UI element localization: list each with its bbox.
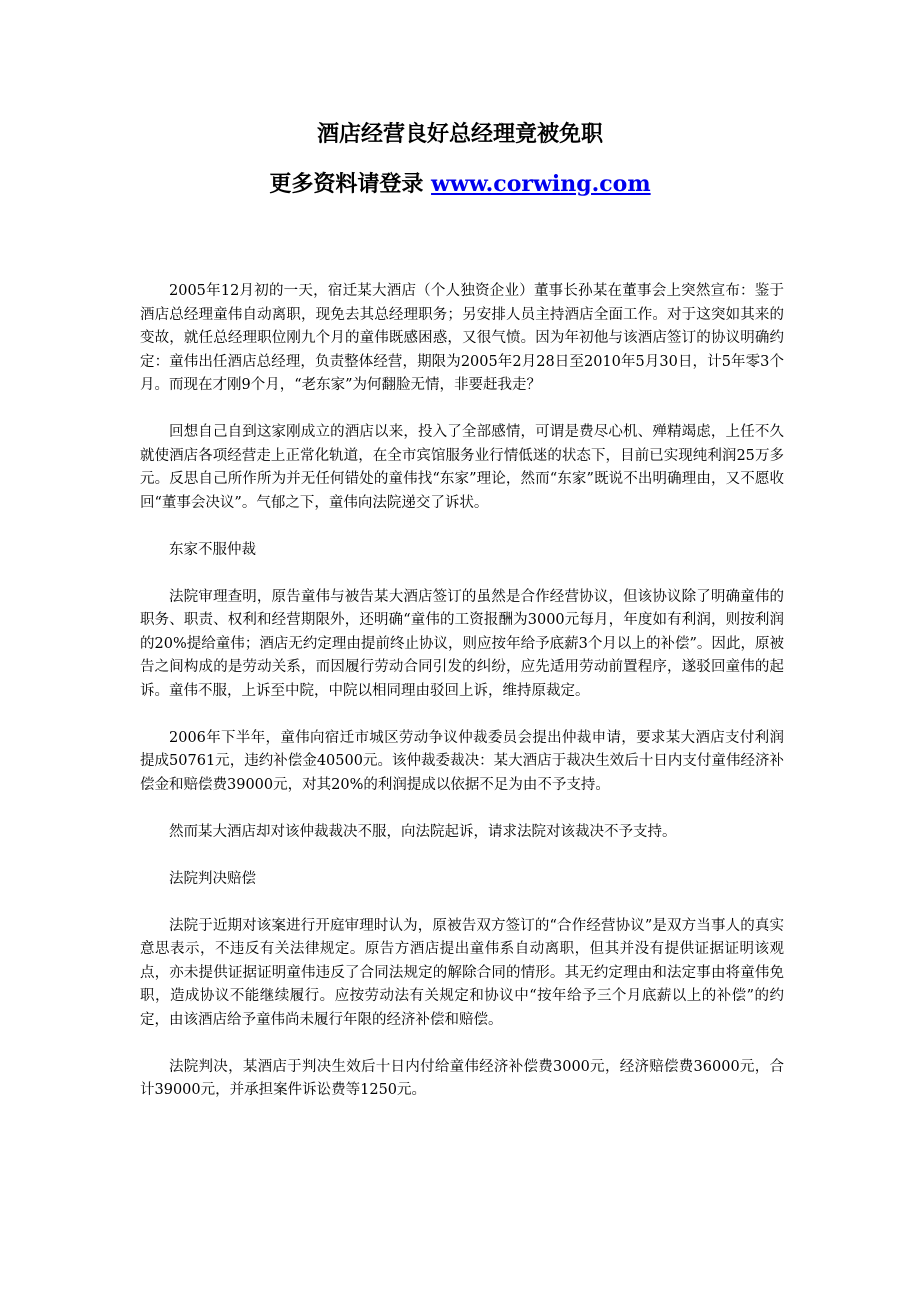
website-link[interactable]: www.corwing.com	[431, 171, 651, 197]
paragraph-3: 法院审理查明，原告童伟与被告某大酒店签订的虽然是合作经营协议，但该协议除了明确童伟的职务、职责、权利和经营期限外，还明确“童伟的工资报酬为3000元每月，年度如有利润，则按利润的20%提给童伟；酒店无约定理由提前终止协议，则应按年给予底薪3个月以上的补偿”。因此，原被告之间构成的是劳动关系，而因履行劳动合同引发的纠纷，应先适用劳动前置程序，遂驳回童伟的起诉。童伟不服，上诉至中院，中院以相同理由驳回上诉，维持原裁定。	[140, 588, 784, 699]
paragraph-6: 法院于近期对该案进行开庭审理时认为，原被告双方签订的“合作经营协议”是双方当事人的真实意思表示，不违反有关法律规定。原告方酒店提出童伟系自动离职，但其并没有提供证据证明该观点，亦未提供证据证明童伟违反了合同法规定的解除合同的情形。其无约定理由和法定事由将童伟免职，造成协议不能继续履行。应按劳动法有关规定和协议中“按年给予三个月底薪以上的补偿”的约定，由该酒店给予童伟尚未履行年限的经济补偿和赔偿。	[140, 917, 784, 1028]
paragraph-4: 2006年下半年，童伟向宿迁市城区劳动争议仲裁委员会提出仲裁申请，要求某大酒店支付利润提成50761元，违约补偿金40500元。该仲裁委裁决：某大酒店于裁决生效后十日内支付童伟经济补偿金和赔偿费39000元，对其20%的利润提成以依据不足为由不予支持。	[140, 729, 784, 793]
paragraph-5: 然而某大酒店却对该仲裁裁决不服，向法院起诉，请求法院对该裁决不予支持。	[169, 823, 677, 840]
title-block	[0, 118, 920, 200]
paragraph-1: 2005年12月初的一天，宿迁某大酒店（个人独资企业）董事长孙某在董事会上突然宣布：鉴于酒店总经理童伟自动离职，现免去其总经理职务；另安排人员主持酒店全面工作。对于这突如其来的变故，就任总经理职位刚九个月的童伟既感困惑，又很气愤。因为年初他与该酒店签订的协议明确约定：童伟出任酒店总经理，负责整体经营，期限为2005年2月28日至2010年5月30日，计5年零3个月。而现在才刚9个月，“老东家”为何翻脸无情，非要赶我走？	[140, 283, 784, 393]
paragraph-2: 回想自己自到这家刚成立的酒店以来，投入了全部感情，可谓是费尽心机、殚精竭虑，上任不久就使酒店各项经营走上正常化轨道，在全市宾馆服务业行情低迷的状态下，目前已实现纯利润25万多元。反思自己所作所为并无任何错处的童伟找“东家”理论，然而“东家”既说不出明确理由，又不愿收回“董事会决议”。气郁之下，童伟向法院递交了诉状。	[140, 424, 784, 511]
document-title: 酒店经营良好总经理竟被免职	[316, 121, 603, 147]
paragraph-7: 法院判决，某酒店于判决生效后十日内付给童伟经济补偿费3000元，经济赔偿费36000元，合计39000元，并承担案件诉讼费等1250元。	[140, 1058, 784, 1098]
document-subtitle	[0, 168, 920, 200]
section-heading-judgment: 法院判决赔偿	[169, 870, 256, 887]
section-heading-arbitration: 东家不服仲裁	[169, 541, 256, 558]
article-body	[140, 280, 784, 1126]
subtitle-prefix: 更多资料请登录	[269, 171, 432, 197]
